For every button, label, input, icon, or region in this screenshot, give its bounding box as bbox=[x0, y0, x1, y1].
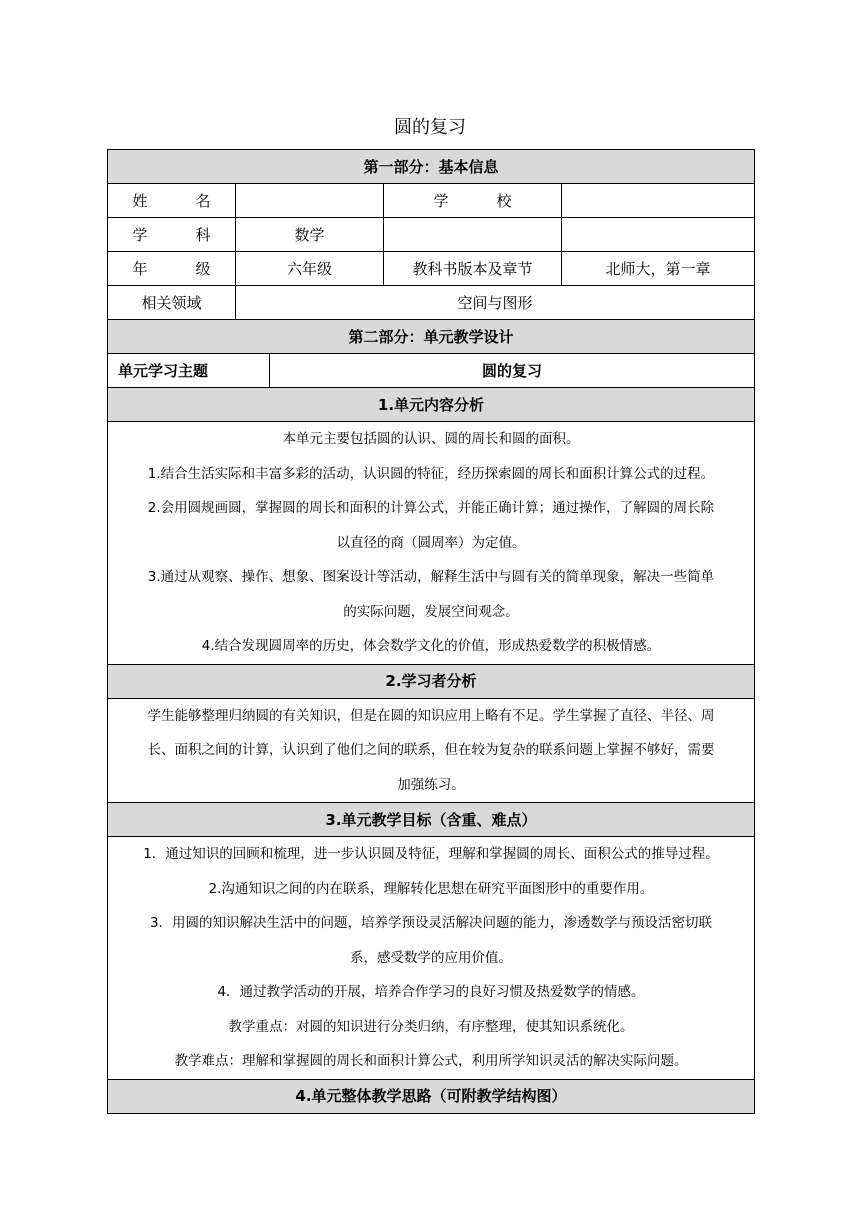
domain-label: 相关领域 bbox=[108, 286, 236, 320]
textbook-label: 教科书版本及章节 bbox=[384, 252, 562, 286]
empty-cell bbox=[384, 218, 562, 252]
section1-heading: 1.单元内容分析 bbox=[108, 388, 755, 422]
empty-cell bbox=[562, 218, 755, 252]
subject-value: 数学 bbox=[236, 218, 384, 252]
document-title: 圆的复习 bbox=[394, 117, 466, 138]
section3-line: 4．通过教学活动的开展，培养合作学习的良好习惯及热爱数学的情感。 bbox=[217, 984, 645, 1000]
section1-content bbox=[108, 422, 755, 665]
name-label: 姓 名 bbox=[108, 184, 236, 218]
textbook-value: 北师大，第一章 bbox=[562, 252, 755, 286]
section2-heading: 2.学习者分析 bbox=[108, 664, 755, 698]
section1-line: 2.会用圆规画圆，掌握圆的周长和面积的计算公式，并能正确计算；通过操作，了解圆的周长除 bbox=[147, 500, 715, 516]
section1-line: 以直径的商（圆周率）为定值。 bbox=[336, 534, 526, 551]
section3-line: 教学重点：对圆的知识进行分类归纳，有序整理，使其知识系统化。 bbox=[228, 1018, 634, 1035]
section3-line: 1．通过知识的回顾和梳理，进一步认识圆及特征，理解和掌握圆的周长、面积公式的推导过程。 bbox=[143, 846, 719, 862]
theme-value: 圆的复习 bbox=[270, 354, 755, 388]
section3-line: 2.沟通知识之间的内在联系，理解转化思想在研究平面图形中的重要作用。 bbox=[208, 880, 654, 897]
grade-value: 六年级 bbox=[236, 252, 384, 286]
section2-content bbox=[108, 698, 755, 803]
domain-value: 空间与图形 bbox=[236, 286, 755, 320]
section1-line: 的实际问题，发展空间观念。 bbox=[343, 603, 519, 620]
theme-label: 单元学习主题 bbox=[108, 354, 270, 388]
subject-label: 学 科 bbox=[108, 218, 236, 252]
section4-heading: 4.单元整体教学思路（可附教学结构图） bbox=[108, 1079, 755, 1113]
section3-line: 系，感受数学的应用价值。 bbox=[350, 949, 512, 966]
lesson-plan-table bbox=[107, 149, 755, 1114]
section1-line: 1.结合生活实际和丰富多彩的活动，认识圆的特征，经历探索圆的周长和面积计算公式的过程。 bbox=[147, 465, 715, 482]
part2-heading: 第二部分：单元教学设计 bbox=[108, 320, 755, 354]
section1-line: 本单元主要包括圆的认识、圆的周长和圆的面积。 bbox=[282, 431, 580, 447]
section2-line: 学生能够整理归纳圆的有关知识，但是在圆的知识应用上略有不足。学生掌握了直径、半径、周 bbox=[147, 707, 715, 724]
section1-line: 3.通过从观察、操作、想象、图案设计等活动，解释生活中与圆有关的简单现象，解决一些简单 bbox=[147, 569, 715, 585]
section2-line: 加强练习。 bbox=[397, 776, 465, 793]
section1-line: 4.结合发现圆周率的历史，体会数学文化的价值，形成热爱数学的积极情感。 bbox=[201, 638, 661, 654]
section3-line: 教学难点：理解和掌握圆的周长和面积计算公式，利用所学知识灵活的解决实际问题。 bbox=[174, 1053, 688, 1069]
section3-line: 3．用圆的知识解决生活中的问题，培养学预设灵活解决问题的能力，渗透数学与预设活密切联 bbox=[149, 915, 713, 931]
section2-line: 长、面积之间的计算，认识到了他们之间的联系，但在较为复杂的联系问题上掌握不够好，需要 bbox=[147, 742, 715, 758]
part1-heading: 第一部分：基本信息 bbox=[108, 150, 755, 184]
grade-label: 年 级 bbox=[108, 252, 236, 286]
school-value-cell[interactable] bbox=[562, 184, 755, 218]
section3-content bbox=[108, 837, 755, 1080]
section3-heading: 3.单元教学目标（含重、难点） bbox=[108, 803, 755, 837]
name-value-cell[interactable] bbox=[236, 184, 384, 218]
school-label: 学 校 bbox=[384, 184, 562, 218]
